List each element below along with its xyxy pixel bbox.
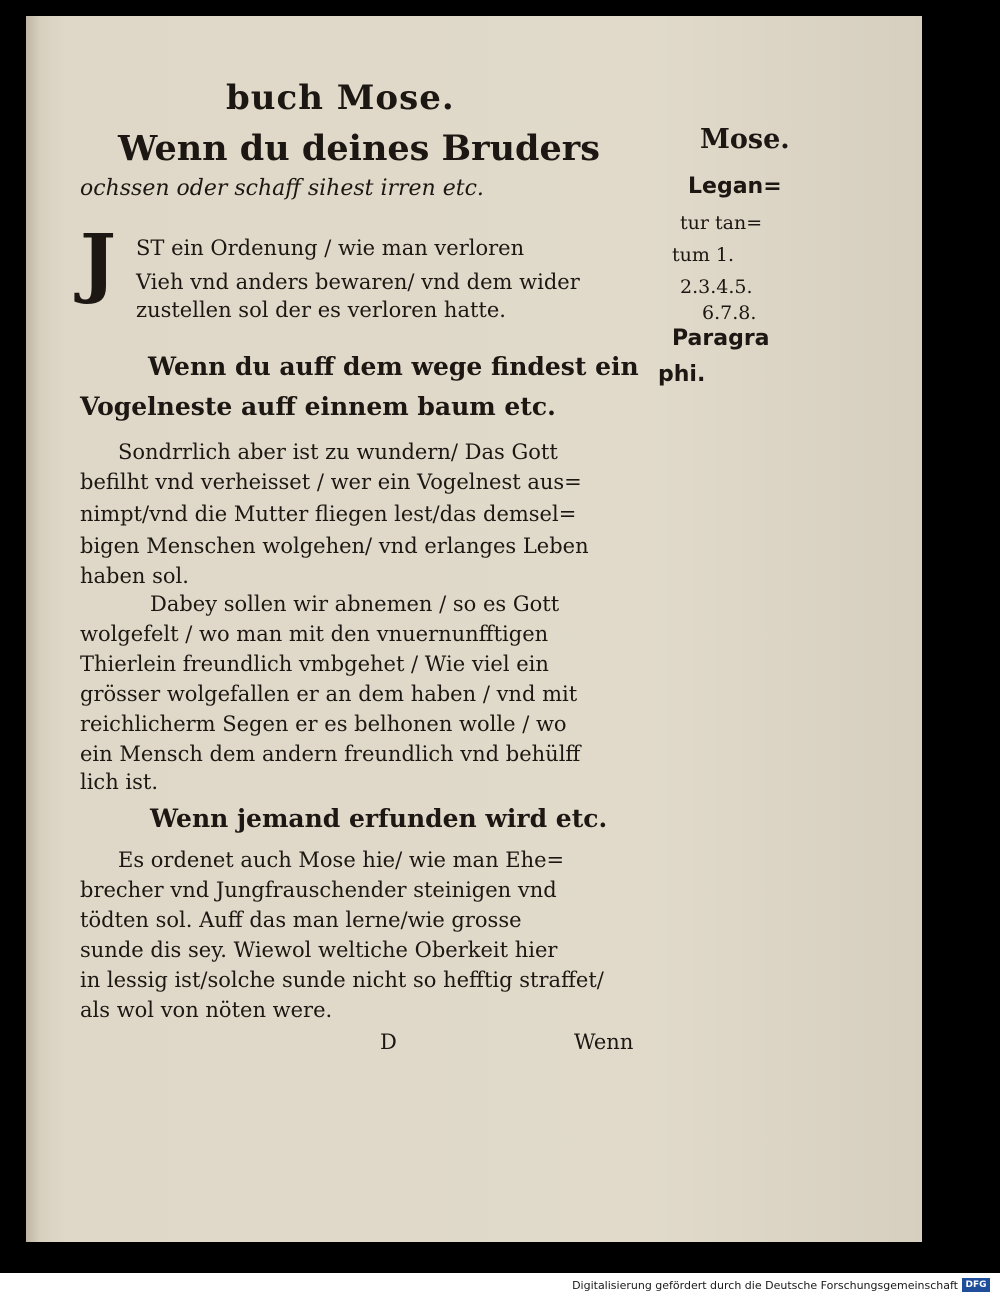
margin-note-line: phi.: [658, 362, 706, 387]
margin-note-line: Mose.: [700, 124, 790, 155]
subheading-2: Wenn jemand erfunden wird etc.: [150, 804, 608, 833]
paragraph-2-line: befilht vnd verheisset / wer ein Vogelnest aus=: [80, 470, 582, 494]
paragraph-2-line: Sondrrlich aber ist zu wundern/ Das Gott: [118, 440, 558, 464]
paragraph-1-line: Vieh vnd anders bewaren/ vnd dem wider: [136, 270, 580, 294]
margin-note-line: tur tan=: [680, 212, 763, 234]
margin-note-line: Legan=: [688, 174, 782, 199]
section-heading-continuation: ochssen oder schaff sihest irren etc.: [80, 176, 484, 201]
margin-note-line: Paragra: [672, 326, 770, 351]
paragraph-4-line: in lessig ist/solche sunde nicht so hefftig straffet/: [80, 968, 604, 992]
paragraph-4-line: sunde dis sey. Wiewol weltiche Oberkeit hier: [80, 938, 558, 962]
subheading-1-line: Wenn du auff dem wege findest ein: [148, 352, 639, 381]
paragraph-3-line: wolgefelt / wo man mit den vnuernunfftigen: [80, 622, 549, 646]
paragraph-1-line: ST ein Ordenung / wie man verloren: [136, 236, 525, 260]
paragraph-3-line: lich ist.: [80, 770, 159, 794]
paragraph-4-line: brecher vnd Jungfrauschender steinigen vnd: [80, 878, 557, 902]
paragraph-4-line: Es ordenet auch Mose hie/ wie man Ehe=: [118, 848, 565, 872]
paragraph-4-line: tödten sol. Auff das man lerne/wie grosse: [80, 908, 522, 932]
paragraph-3-line: Thierlein freundlich vmbgehet / Wie viel ein: [80, 652, 549, 676]
paragraph-3-line: grösser wolgefallen er an dem haben / vnd mit: [80, 682, 578, 706]
drop-cap-initial: J: [80, 217, 116, 306]
paragraph-2-line: bigen Menschen wolgehen/ vnd erlanges Leben: [80, 534, 589, 558]
subheading-1-line: Vogelneste auff einnem baum etc.: [80, 392, 556, 421]
paragraph-3-line: Dabey sollen wir abnemen / so es Gott: [150, 592, 560, 616]
running-head: buch Mose.: [226, 78, 455, 118]
paragraph-3-line: ein Mensch dem andern freundlich vnd behülff: [80, 742, 581, 766]
dfg-logo-icon: DFG: [962, 1278, 990, 1292]
margin-note-line: 6.7.8.: [702, 302, 757, 324]
funding-credit: Digitalisierung gefördert durch die Deutsche Forschungsgemeinschaft: [572, 1279, 958, 1292]
paragraph-1-line: zustellen sol der es verloren hatte.: [136, 298, 506, 322]
signature-mark: D: [380, 1030, 397, 1054]
section-heading: Wenn du deines Bruders: [118, 128, 600, 169]
catchword: Wenn: [574, 1030, 634, 1054]
paragraph-4-line: als wol von nöten were.: [80, 998, 333, 1022]
paragraph-3-line: reichlicherm Segen er es belhonen wolle / wo: [80, 712, 567, 736]
paragraph-2-line: haben sol.: [80, 564, 189, 588]
footer-bar: [0, 1273, 1000, 1297]
paragraph-2-line: nimpt/vnd die Mutter fliegen lest/das demsel=: [80, 502, 577, 526]
margin-note-line: tum 1.: [672, 244, 735, 266]
margin-note-line: 2.3.4.5.: [680, 276, 753, 298]
